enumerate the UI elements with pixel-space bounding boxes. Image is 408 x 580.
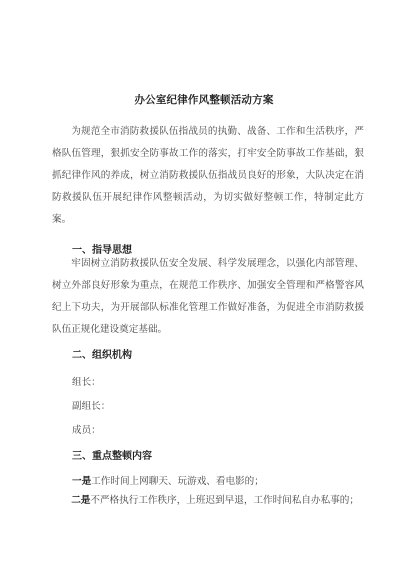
rectification-item-1 xyxy=(72,473,264,487)
document-title: 办公室纪律作风整顿活动方案 xyxy=(134,94,274,106)
item-1-text: 工作时间上网聊天、玩游戏、看电影的； xyxy=(91,476,264,487)
item-2-text: 不严格执行工作秩序，上班迟到早退，工作时间私自办私事的； xyxy=(90,495,359,506)
guiding-ideology-paragraph: 牢固树立消防救援队伍安全发展、科学发展理念，以强化内部管理、树立外部良好形象为重点，在规范工作秩序、加强安全管理和严格警容风纪上下功夫，为开展部队标准化管理工作做好准备，为促进全市消防救援队伍正规化建设奠定基础。 xyxy=(52,258,364,335)
rectification-item-2 xyxy=(52,490,364,512)
intro-paragraph: 为规范全市消防救援队伍指战员的执勤、战备、工作和生活秩序，严格队伍管理，狠抓安全防事故工作的落实，打牢安全防事故工作基础，狠抓纪律作风的养成，树立消防救援队伍指战员良好的形象，大队决定在消防救援队伍开展纪律作风整顿活动，为切实做好整顿工作，特制定此方案。 xyxy=(52,126,364,225)
section-heading-organization: 二、组织机构 xyxy=(72,350,132,361)
section-heading-guiding-ideology: 一、指导思想 xyxy=(72,245,132,256)
item-1-label: 一是 xyxy=(72,476,92,487)
section-heading-key-rectification: 三、重点整顿内容 xyxy=(72,451,152,462)
org-leader-line: 组长： xyxy=(72,377,101,388)
org-members-line: 成员： xyxy=(72,425,101,436)
item-2-label: 二是 xyxy=(71,495,91,506)
org-deputy-line: 副组长： xyxy=(72,401,111,412)
